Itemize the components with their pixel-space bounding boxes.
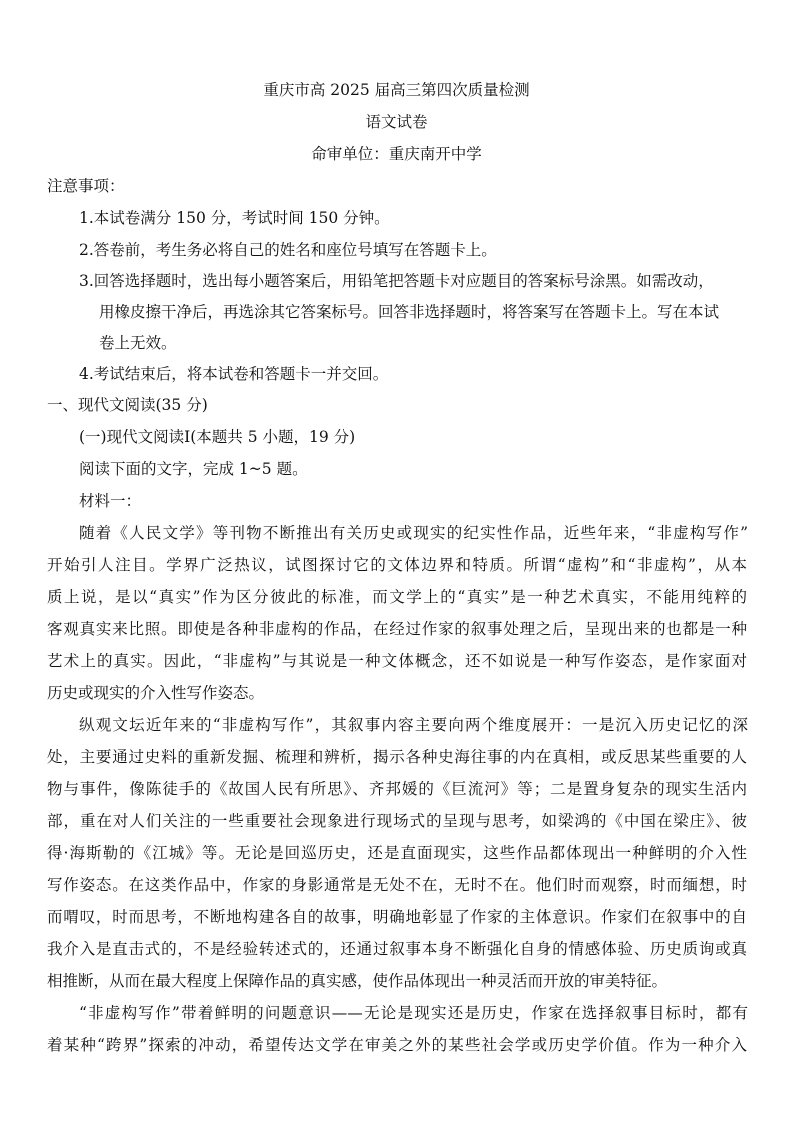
paragraph-line: 客观真实来比照。即使是各种非虚构的作品，在经过作家的叙事处理之后，呈现出来的也都是一种 — [47, 620, 747, 638]
notice-item: 2.答卷前，考生务必将自己的姓名和座位号填写在答题卡上。 — [79, 241, 497, 259]
instruction-text: 阅读下面的文字，完成 1~5 题。 — [79, 460, 308, 478]
paragraph-line: 相推断，从而在最大程度上保障作品的真实感，使作品体现出一种灵活而开放的审美特征。 — [47, 972, 668, 990]
notice-item: 1.本试卷满分 150 分，考试时间 150 分钟。 — [79, 209, 390, 227]
paragraph-line: 得·海斯勒的《江城》等。无论是回巡历史，还是直面现实，这些作品都体现出一种鲜明的介入性 — [47, 844, 747, 862]
paragraph-line: 历史或现实的介入性写作姿态。 — [47, 684, 265, 702]
notice-item: 3.回答选择题时，选出每小题答案后，用铅笔把答题卡对应题目的答案标号涂黑。如需改动， — [79, 272, 714, 290]
notice-heading: 注意事项： — [47, 177, 125, 195]
notice-item-continuation: 卷上无效。 — [99, 334, 177, 352]
notice-item: 4.考试结束后，将本试卷和答题卡一并交回。 — [79, 365, 389, 383]
setter-line: 命审单位：重庆南开中学 — [311, 145, 482, 163]
exam-title: 重庆市高 2025 届高三第四次质量检测 — [263, 81, 530, 99]
subject-title: 语文试卷 — [365, 113, 428, 131]
paragraph-line: 我介入是直击式的，不是经验转述式的，还通过叙事本身不断强化自身的情感体验、历史质询或真 — [47, 940, 747, 958]
paragraph-line: 质上说，是以“真实”作为区分彼此的标准，而文学上的“真实”是一种艺术真实，不能用纯粹的 — [47, 588, 747, 606]
paragraph-line: 纵观文坛近年来的“非虚构写作”，其叙事内容主要向两个维度展开：一是沉入历史记忆的深 — [79, 716, 748, 734]
notice-item-continuation: 用橡皮擦干净后，再选涂其它答案标号。回答非选择题时，将答案写在答题卡上。写在本试 — [99, 303, 720, 321]
paragraph-line: 而喟叹，时而思考，不断地构建各自的故事，明确地彰显了作家的主体意识。作家们在叙事中的自 — [47, 908, 747, 926]
paragraph-line: 开始引人注目。学界广泛热议，试图探讨它的文体边界和特质。所谓“虚构”和“非虚构”，从本 — [47, 556, 747, 574]
paragraph-line: 写作姿态。在这类作品中，作家的身影通常是无处不在，无时不在。他们时而观察，时而缅想，时 — [47, 876, 747, 894]
section-heading: 一、现代文阅读(35 分) — [47, 396, 208, 414]
paragraph-line: 艺术上的真实。因此，“非虚构”与其说是一种文体概念，还不如说是一种写作姿态，是作家面对 — [47, 652, 747, 670]
paragraph-line: “非虚构写作”带着鲜明的问题意识——无论是现实还是历史，作家在选择叙事目标时，都有 — [79, 1004, 748, 1022]
paragraph-line: 随着《人民文学》等刊物不断推出有关历史或现实的纪实性作品，近些年来，“非虚构写作” — [79, 524, 748, 542]
paragraph-line: 物与事件，像陈徒手的《故国人民有所思》、齐邦媛的《巨流河》等；二是置身复杂的现实生活内 — [47, 780, 747, 798]
material-label: 材料一： — [79, 492, 142, 510]
paragraph-line: 部，重在对人们关注的一些重要社会现象进行现场式的呈现与思考，如梁鸿的《中国在梁庄》、彼 — [47, 812, 747, 830]
sub-section-heading: (一)现代文阅读Ⅰ(本题共 5 小题，19 分) — [79, 428, 356, 446]
paragraph-line: 处，主要通过史料的重新发掘、梳理和辨析，揭示各种史海往事的内在真相，或反思某些重要的人 — [47, 748, 747, 766]
paragraph-line: 着某种“跨界”探索的冲动，希望传达文学在审美之外的某些社会学或历史学价值。作为一种介入 — [47, 1036, 747, 1054]
